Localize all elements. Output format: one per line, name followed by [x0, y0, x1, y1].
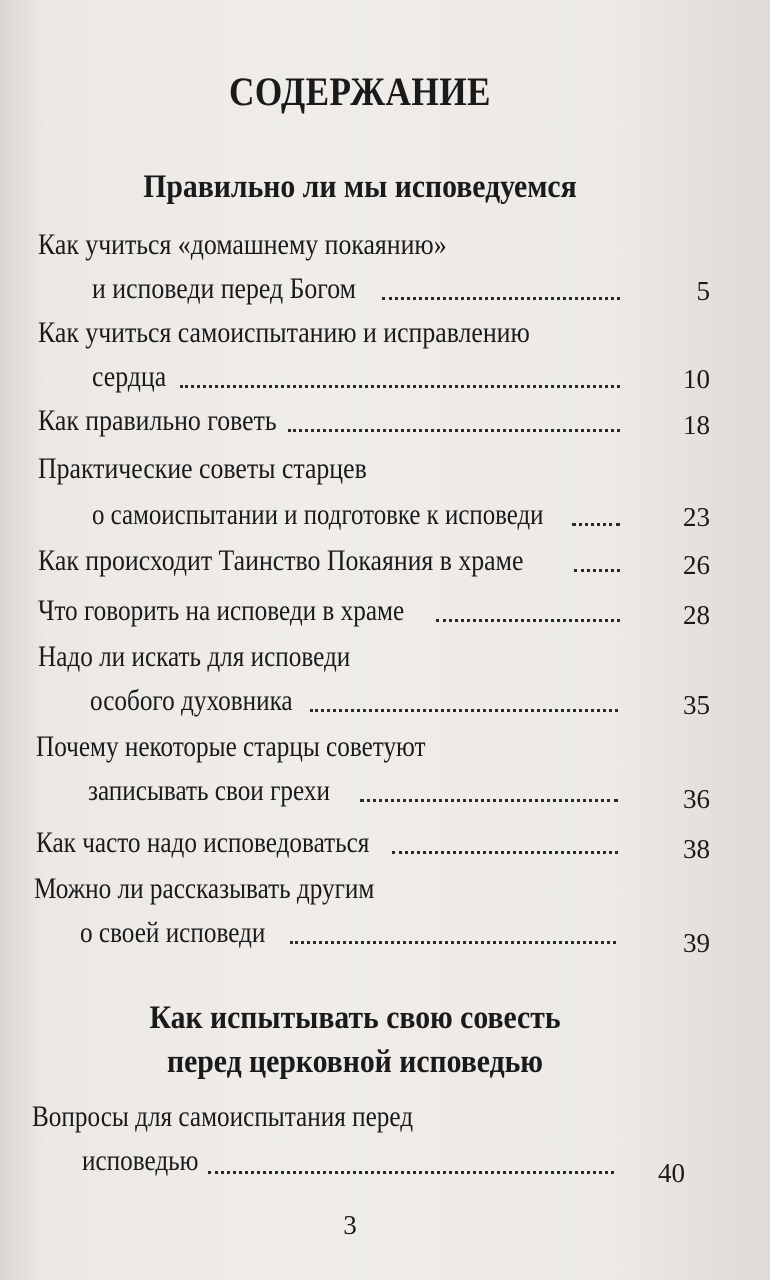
toc-entry-line1: Что говорить на исповеди в храме — [38, 594, 405, 627]
toc-entry-line1: Как часто надо исповедоваться — [36, 826, 370, 859]
leader-dots — [360, 796, 618, 802]
page-number: 3 — [343, 1210, 357, 1240]
toc-page-number: 10 — [683, 364, 710, 394]
leader-dots — [208, 1168, 614, 1174]
toc-entry-line1: Надо ли искать для исповеди — [38, 640, 351, 673]
toc-page-number: 26 — [683, 550, 710, 580]
toc-entry-line1: Как учиться самоиспытанию и исправлению — [38, 316, 530, 349]
leader-dots — [574, 566, 620, 572]
toc-entry-line1: Практические советы старцев — [38, 452, 367, 485]
section-title-2-line1: Как испытывать свою совесть — [149, 1000, 561, 1036]
leader-dots — [382, 294, 620, 300]
toc-page-number: 36 — [683, 784, 710, 814]
toc-entry-line2: о самоиспытании и подготовке к исповеди — [92, 498, 544, 531]
toc-entry-line2: и исповеди перед Богом — [92, 272, 356, 305]
toc-page-number: 28 — [683, 600, 710, 630]
toc-entry-line1: Почему некоторые старцы советуют — [36, 730, 426, 763]
leader-dots — [436, 616, 620, 622]
toc-entry-line1: Вопросы для самоиспытания перед — [32, 1100, 414, 1133]
toc-page-number: 38 — [683, 834, 710, 864]
toc-entry-line2: особого духовника — [90, 684, 293, 717]
leader-dots — [572, 520, 620, 526]
toc-page-number: 40 — [658, 1158, 685, 1188]
toc-page-number: 18 — [683, 410, 710, 440]
leader-dots — [180, 382, 620, 388]
toc-page-number: 35 — [683, 690, 710, 720]
section-title-1: Правильно ли мы исповедуемся — [143, 169, 577, 205]
toc-entry-line2: о своей исповеди — [80, 916, 266, 949]
toc-entry-line1: Как правильно говеть — [38, 404, 277, 437]
leader-dots — [392, 848, 618, 854]
section-title-2 — [36, 996, 675, 1084]
toc-page-number: 23 — [683, 502, 710, 532]
section-title-2-line2: перед церковной исповедью — [166, 1044, 544, 1080]
leader-dots — [288, 426, 620, 432]
toc-entry-line2: записывать свои грехи — [88, 774, 330, 807]
toc-entry-line1: Можно ли рассказывать другим — [34, 872, 375, 905]
toc-page-number: 39 — [683, 928, 710, 958]
toc-page-number: 5 — [696, 276, 710, 306]
leader-dots — [290, 938, 616, 944]
contents-title: СОДЕРЖАНИЕ — [229, 69, 491, 114]
toc-entry-line2: сердца — [92, 360, 167, 393]
toc-entry-line1: Как происходит Таинство Покаяния в храме — [38, 544, 524, 577]
toc-entry-line2: исповедью — [82, 1144, 199, 1177]
leader-dots — [310, 706, 618, 712]
toc-entry-line1: Как учиться «домашнему покаянию» — [38, 228, 447, 261]
